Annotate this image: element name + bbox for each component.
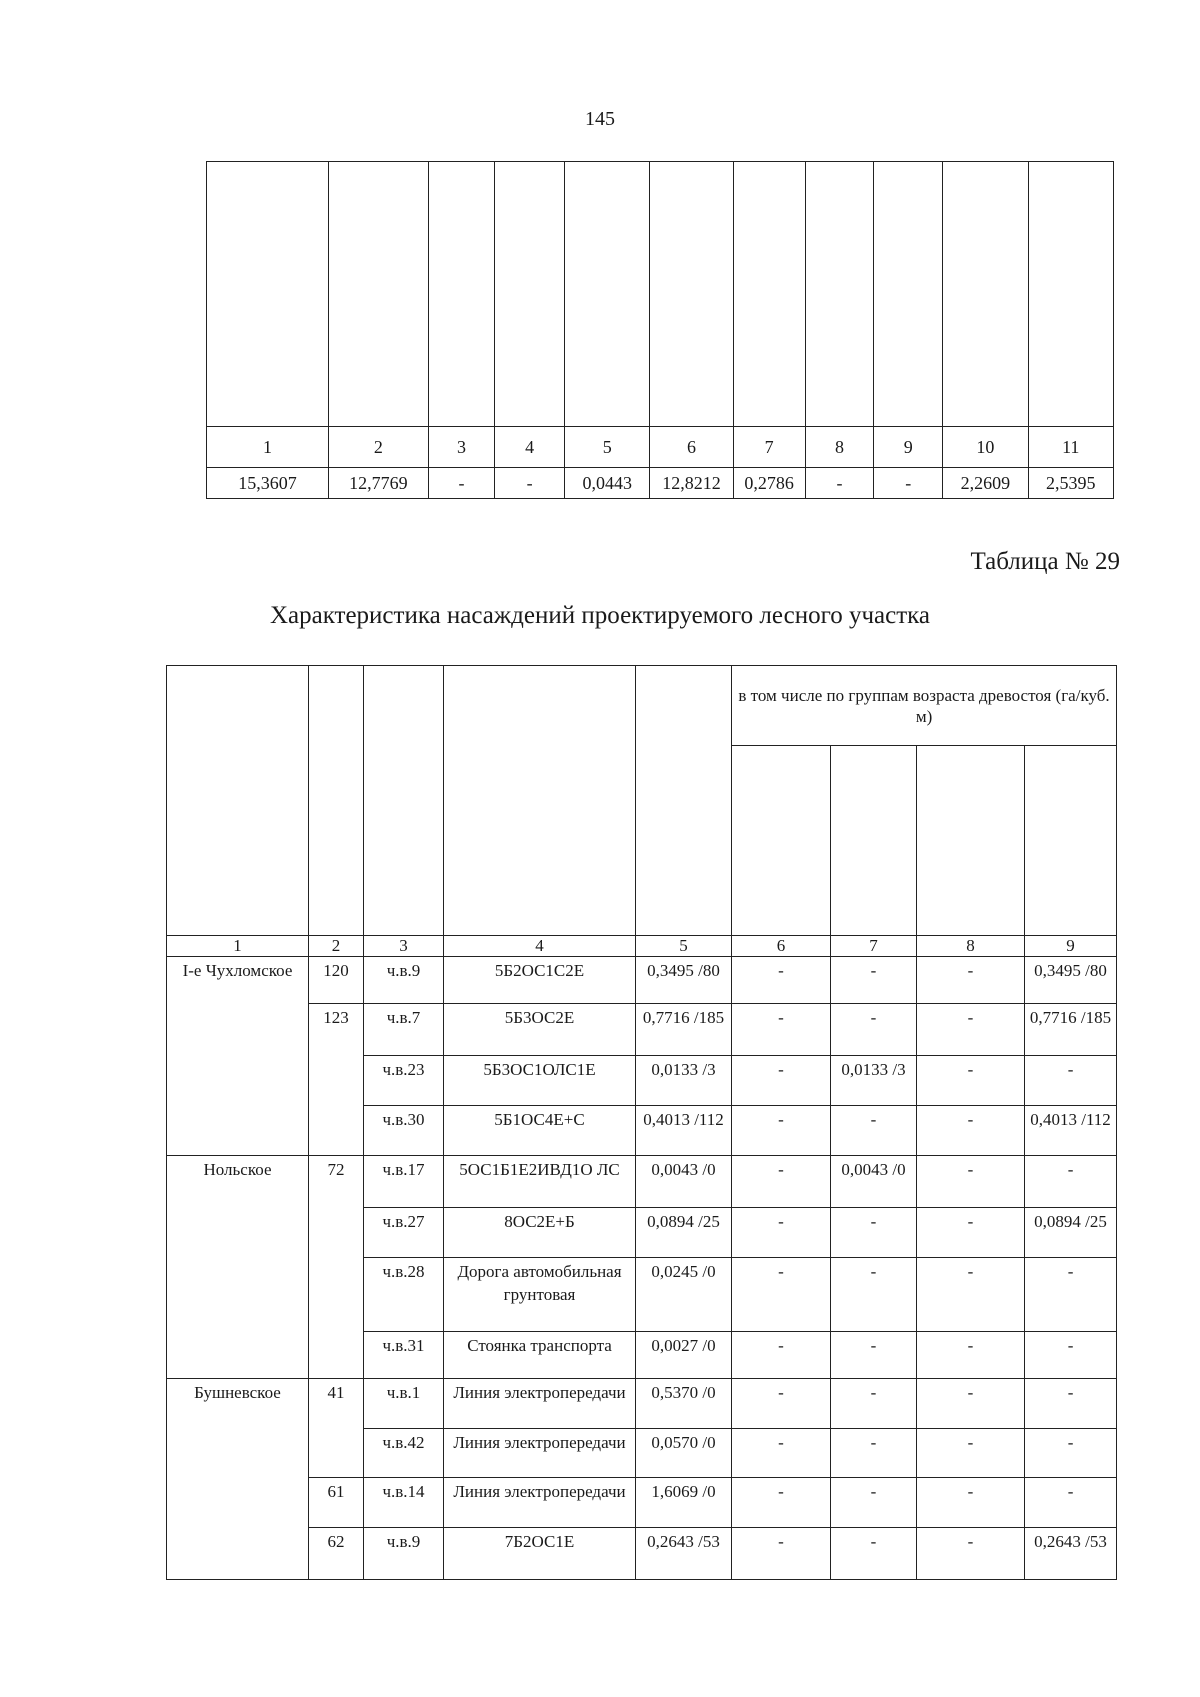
column-number: 3	[364, 936, 444, 957]
header-row	[167, 666, 1117, 746]
area-cell: 0,0245 /0	[636, 1258, 732, 1332]
header-cell	[917, 746, 1025, 936]
header-cell	[805, 162, 874, 427]
vydel-cell: ч.в.17	[364, 1156, 444, 1208]
age-cell: -	[831, 1004, 917, 1056]
age-cell: -	[917, 957, 1025, 1004]
column-number: 2	[309, 936, 364, 957]
table-row	[167, 1004, 1117, 1056]
age-cell: -	[917, 1106, 1025, 1156]
column-number: 11	[1028, 427, 1113, 468]
value-cell: -	[428, 468, 495, 499]
composition-cell: 5Б2ОС1С2Е	[444, 957, 636, 1004]
value-cell: 0,2786	[733, 468, 805, 499]
table-row	[167, 1478, 1117, 1528]
composition-cell: Стоянка транспорта	[444, 1332, 636, 1379]
age-cell: -	[831, 957, 917, 1004]
vydel-cell: ч.в.9	[364, 957, 444, 1004]
age-group-header: в том числе по группам возраста древостоя (га/куб. м)	[732, 666, 1117, 746]
vydel-cell: ч.в.30	[364, 1106, 444, 1156]
composition-cell: Линия электропередачи	[444, 1379, 636, 1429]
header-cell	[495, 162, 565, 427]
quarter-cell: 72	[309, 1156, 364, 1379]
age-cell: 0,0894 /25	[1025, 1208, 1117, 1258]
composition-cell: Линия электропередачи	[444, 1478, 636, 1528]
column-number: 2	[328, 427, 428, 468]
area-cell: 0,0027 /0	[636, 1332, 732, 1379]
header-cell	[650, 162, 733, 427]
age-cell: -	[732, 1478, 831, 1528]
value-row	[207, 468, 1114, 499]
page-number: 145	[585, 108, 615, 130]
header-cell	[207, 162, 329, 427]
age-cell: -	[1025, 1056, 1117, 1106]
age-cell: -	[917, 1004, 1025, 1056]
quarter-cell: 41	[309, 1379, 364, 1478]
header-row	[207, 162, 1114, 427]
age-cell: -	[732, 1379, 831, 1429]
header-cell	[167, 666, 309, 936]
age-cell: -	[1025, 1332, 1117, 1379]
area-cell: 0,0570 /0	[636, 1429, 732, 1478]
column-number: 10	[943, 427, 1028, 468]
age-cell: 0,0043 /0	[831, 1156, 917, 1208]
area-cell: 0,4013 /112	[636, 1106, 732, 1156]
composition-cell: 5ОС1Б1Е2ИВД1О ЛС	[444, 1156, 636, 1208]
age-cell: -	[917, 1478, 1025, 1528]
age-cell: -	[1025, 1156, 1117, 1208]
age-cell: -	[917, 1208, 1025, 1258]
value-cell: 2,2609	[943, 468, 1028, 499]
header-cell	[309, 666, 364, 936]
area-cell: 0,7716 /185	[636, 1004, 732, 1056]
age-cell: -	[732, 1208, 831, 1258]
header-cell	[328, 162, 428, 427]
value-cell: 2,5395	[1028, 468, 1113, 499]
column-number: 8	[917, 936, 1025, 957]
age-cell: 0,3495 /80	[1025, 957, 1117, 1004]
column-number: 3	[428, 427, 495, 468]
column-number: 6	[650, 427, 733, 468]
age-cell: 0,7716 /185	[1025, 1004, 1117, 1056]
column-number: 9	[874, 427, 943, 468]
age-cell: -	[917, 1332, 1025, 1379]
age-cell: -	[732, 1258, 831, 1332]
composition-cell: 5Б1ОС4Е+С	[444, 1106, 636, 1156]
quarter-cell: 120	[309, 957, 364, 1004]
header-cell	[1028, 162, 1113, 427]
vydel-cell: ч.в.27	[364, 1208, 444, 1258]
composition-cell: 5Б3ОС2Е	[444, 1004, 636, 1056]
header-cell	[444, 666, 636, 936]
column-number: 8	[805, 427, 874, 468]
column-number-row	[167, 936, 1117, 957]
age-cell: -	[732, 1106, 831, 1156]
composition-cell: Линия электропередачи	[444, 1429, 636, 1478]
age-cell: -	[831, 1106, 917, 1156]
vydel-cell: ч.в.42	[364, 1429, 444, 1478]
age-cell: -	[1025, 1478, 1117, 1528]
header-cell	[943, 162, 1028, 427]
age-cell: 0,2643 /53	[1025, 1528, 1117, 1580]
age-cell: -	[917, 1429, 1025, 1478]
header-cell	[1025, 746, 1117, 936]
area-cell: 0,2643 /53	[636, 1528, 732, 1580]
age-cell: -	[1025, 1429, 1117, 1478]
column-number: 1	[207, 427, 329, 468]
table-row	[167, 957, 1117, 1004]
vydel-cell: ч.в.7	[364, 1004, 444, 1056]
vydel-cell: ч.в.9	[364, 1528, 444, 1580]
area-cell: 0,3495 /80	[636, 957, 732, 1004]
value-cell: -	[874, 468, 943, 499]
age-cell: -	[917, 1156, 1025, 1208]
area-cell: 1,6069 /0	[636, 1478, 732, 1528]
header-cell	[636, 666, 732, 936]
column-number: 4	[495, 427, 565, 468]
column-number: 5	[565, 427, 650, 468]
age-cell: -	[831, 1478, 917, 1528]
age-cell: -	[732, 1429, 831, 1478]
age-cell: -	[732, 1332, 831, 1379]
header-cell	[565, 162, 650, 427]
age-cell: -	[831, 1528, 917, 1580]
table-row	[167, 1528, 1117, 1580]
column-number: 9	[1025, 936, 1117, 957]
age-cell: -	[732, 957, 831, 1004]
age-cell: -	[831, 1208, 917, 1258]
forestry-cell: I-е Чухломское	[167, 957, 309, 1156]
column-number: 7	[831, 936, 917, 957]
column-number: 6	[732, 936, 831, 957]
value-cell: 12,8212	[650, 468, 733, 499]
composition-cell: 8ОС2Е+Б	[444, 1208, 636, 1258]
age-cell: -	[732, 1156, 831, 1208]
header-cell	[831, 746, 917, 936]
vydel-cell: ч.в.14	[364, 1478, 444, 1528]
value-cell: 15,3607	[207, 468, 329, 499]
column-number: 4	[444, 936, 636, 957]
vydel-cell: ч.в.1	[364, 1379, 444, 1429]
column-number: 7	[733, 427, 805, 468]
land-category-table	[206, 161, 1114, 499]
age-cell: -	[917, 1056, 1025, 1106]
column-number: 5	[636, 936, 732, 957]
header-cell	[874, 162, 943, 427]
header-cell	[732, 746, 831, 936]
area-cell: 0,0043 /0	[636, 1156, 732, 1208]
composition-cell: 5Б3ОС1ОЛС1Е	[444, 1056, 636, 1106]
value-cell: 12,7769	[328, 468, 428, 499]
quarter-cell: 123	[309, 1004, 364, 1156]
quarter-cell: 61	[309, 1478, 364, 1528]
column-number-row	[207, 427, 1114, 468]
composition-cell: 7Б2ОС1Е	[444, 1528, 636, 1580]
vydel-cell: ч.в.31	[364, 1332, 444, 1379]
forestry-cell: Бушневское	[167, 1379, 309, 1580]
header-cell	[364, 666, 444, 936]
age-cell: -	[732, 1528, 831, 1580]
quarter-cell: 62	[309, 1528, 364, 1580]
composition-cell: Дорога автомобильная грунтовая	[444, 1258, 636, 1332]
value-cell: 0,0443	[565, 468, 650, 499]
vydel-cell: ч.в.23	[364, 1056, 444, 1106]
area-cell: 0,5370 /0	[636, 1379, 732, 1429]
age-cell: -	[917, 1258, 1025, 1332]
table-row	[167, 1156, 1117, 1208]
header-cell	[428, 162, 495, 427]
table-row	[167, 1379, 1117, 1429]
table-title: Характеристика насаждений проектируемого лесного участка	[269, 602, 931, 629]
value-cell: -	[805, 468, 874, 499]
area-cell: 0,0894 /25	[636, 1208, 732, 1258]
age-cell: -	[1025, 1379, 1117, 1429]
age-cell: -	[831, 1429, 917, 1478]
age-cell: -	[917, 1379, 1025, 1429]
forestry-cell: Нольское	[167, 1156, 309, 1379]
age-cell: -	[732, 1056, 831, 1106]
age-cell: -	[831, 1379, 917, 1429]
area-cell: 0,0133 /3	[636, 1056, 732, 1106]
age-cell: -	[917, 1528, 1025, 1580]
table-label: Таблица № 29	[970, 548, 1120, 575]
age-cell: 0,0133 /3	[831, 1056, 917, 1106]
header-cell	[733, 162, 805, 427]
age-cell: -	[1025, 1258, 1117, 1332]
age-cell: 0,4013 /112	[1025, 1106, 1117, 1156]
vydel-cell: ч.в.28	[364, 1258, 444, 1332]
age-cell: -	[831, 1332, 917, 1379]
age-cell: -	[831, 1258, 917, 1332]
age-cell: -	[732, 1004, 831, 1056]
stand-characteristics-table	[166, 665, 1117, 1580]
value-cell: -	[495, 468, 565, 499]
column-number: 1	[167, 936, 309, 957]
